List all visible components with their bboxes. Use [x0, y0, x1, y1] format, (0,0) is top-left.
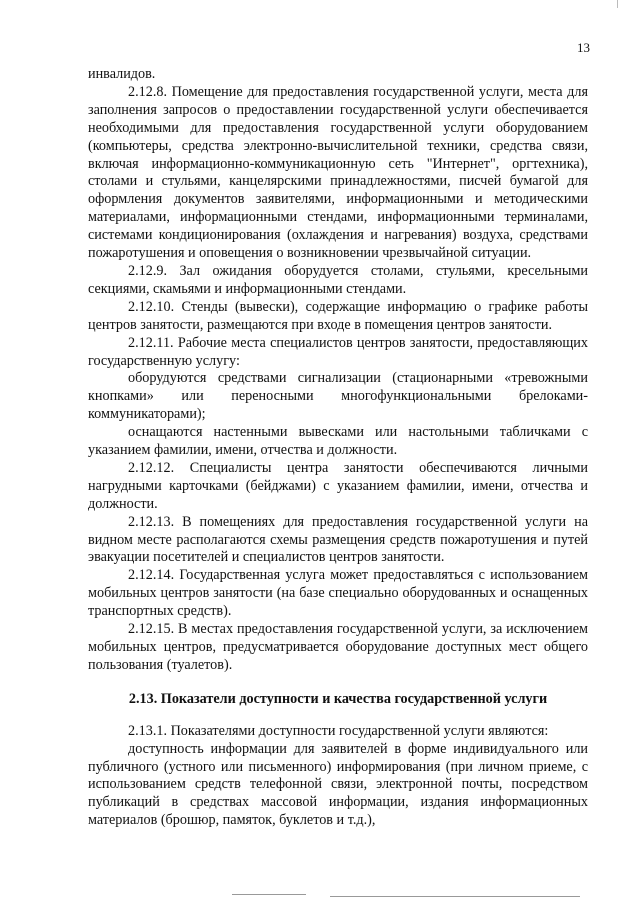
- paragraph-2-12-15: 2.12.15. В местах предоставления государственной услуги, за исключением мобильных центров, предусматривается оборудование доступных мест общего пользования (туалетов).: [88, 621, 588, 673]
- page-number: 13: [577, 40, 590, 55]
- paragraph-2-12-11: 2.12.11. Рабочие места специалистов центров занятости, предоставляющих государственную услугу:: [88, 334, 588, 369]
- paragraph-2-12-12: 2.12.12. Специалисты центра занятости обеспечиваются личными нагрудными карточками (бейджами) с указанием фамилии, имени, отчества и должности.: [88, 459, 588, 512]
- paragraph-2-12-10: 2.12.10. Стенды (вывески), содержащие информацию о графике работы центров занятости, размещаются при входе в помещения центров занятости.: [88, 298, 588, 333]
- scan-line: [232, 894, 306, 895]
- scan-line: [330, 896, 580, 897]
- paragraph-2-12-14: 2.12.14. Государственная услуга может предоставляться с использованием мобильных центров занятости (на базе специально оборудованных и оснащенных транспортных средств).: [88, 567, 588, 620]
- scan-edge-mark: [617, 0, 618, 8]
- list-item-information-availability: доступность информации для заявителей в форме индивидуального или публичного (устного или письменного) информирования (при личном приеме, с использованием средств телефонной связи, электронной почты, посредством публикаций в средствах массовой информации, издания информационных материалов (брошюр, памяток, буклетов и т.д.),: [88, 740, 588, 829]
- scan-bottom-marks: [0, 888, 638, 904]
- list-item-alarm-equipment: оборудуются средствами сигнализации (стационарными «тревожными кнопками» или переносными многофункциональными брелоками-коммуникаторами);: [88, 370, 588, 423]
- paragraph-continuation: инвалидов.: [88, 66, 156, 82]
- paragraph-2-13-1: 2.13.1. Показателями доступности государственной услуги являются:: [128, 722, 549, 739]
- section-heading-2-13: 2.13. Показатели доступности и качества государственной услуги: [128, 690, 548, 707]
- document-body: [88, 66, 588, 830]
- paragraph-2-12-8: 2.12.8. Помещение для предоставления государственной услуги, места для заполнения запросов о предоставлении государственной услуги обеспечивается необходимыми для предоставления государственной услуги оборудованием (компьютеры, средства электронно-вычислительной техники, средства связи, включая информационно-коммуникационную сеть "Интернет", оргтехника), столами и стульями, канцелярскими принадлежностями, писчей бумагой для оформления документов заявителями, информационными и методическими материалами, информационными стендами, информационными терминалами, системами кондиционирования (охлаждения и нагревания) воздуха, средствами пожаротушения и оповещения о возникновении чрезвычайной ситуации.: [88, 83, 588, 262]
- paragraph-2-12-9: 2.12.9. Зал ожидания оборудуется столами, стульями, кресельными секциями, скамьями и информационными стендами.: [88, 262, 588, 297]
- paragraph-2-12-13: 2.12.13. В помещениях для предоставления государственной услуги на видном месте располагаются схемы размещения средств пожаротушения и путей эвакуации посетителей и специалистов центров занятости.: [88, 513, 588, 566]
- list-item-signage: оснащаются настенными вывесками или настольными табличками с указанием фамилии, имени, отчества и должности.: [88, 424, 588, 459]
